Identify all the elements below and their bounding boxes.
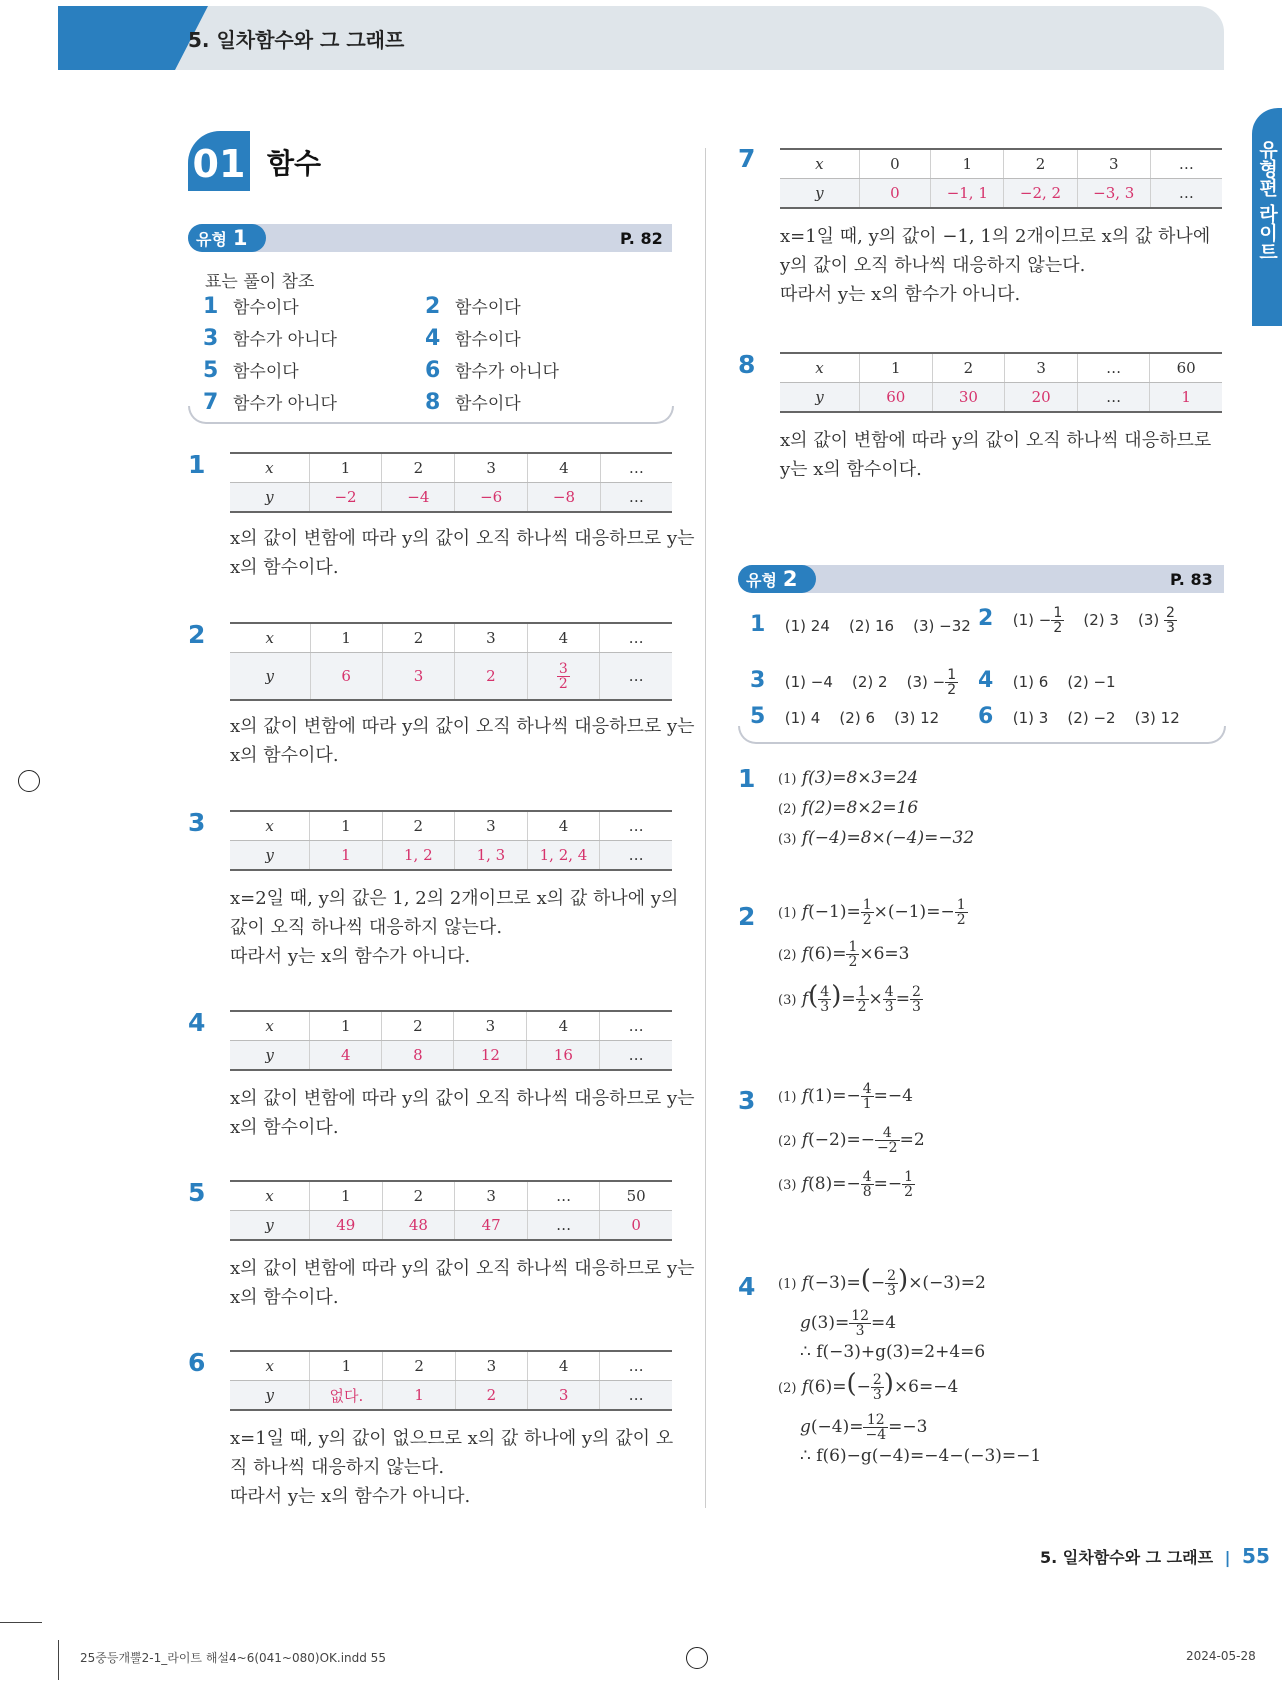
value-table (230, 622, 672, 701)
table-cell: −2 (309, 483, 382, 513)
table-cell: … (600, 1011, 672, 1041)
answer-text: 함수가 아니다 (233, 394, 337, 414)
answer-part: (2) −1 (1067, 673, 1116, 691)
table-cell: 1, 3 (455, 841, 528, 871)
table-cell: 2 (382, 623, 454, 653)
table-cell: 1 (309, 1181, 382, 1211)
solution-line: ∴ f(6)−g(−4)=−4−(−3)=−1 (800, 1446, 1042, 1466)
row-header: x (230, 1181, 309, 1211)
solution-1: (1) f(3)=8×3=24 (2) f(2)=8×2=16 (3) f(−4)=8×(−4)=−32 (778, 768, 975, 848)
explanation-line: y는 x의 함수이다. (780, 459, 922, 480)
value-table (230, 452, 672, 513)
explanation-line: y의 값이 오직 하나씩 대응하지 않는다. (780, 255, 1086, 276)
answer-part: (3) −32 (913, 617, 971, 635)
explanation-line: 따라서 y는 x의 함수가 아니다. (780, 284, 1021, 305)
file-name: 25중등개뿔2-1_라이트 해설4~6(041~080)OK.indd 55 (80, 1651, 386, 1665)
answer-number: 2 (425, 294, 441, 319)
page-number: 55 (1242, 1544, 1270, 1568)
print-date: 2024-05-28 (1186, 1649, 1256, 1663)
table-row (230, 1041, 672, 1071)
table-cell: … (600, 1351, 672, 1381)
type1-answer-item (203, 293, 425, 319)
table-cell: 1 (310, 841, 382, 871)
table-cell: 4 (310, 1041, 382, 1071)
answer-part: (1) − (1012, 611, 1052, 629)
explanation-line: x의 값이 변함에 따라 y의 값이 오직 하나씩 대응하므로 y는 (230, 1088, 695, 1109)
answer-text: 함수이다 (455, 330, 521, 350)
row-header: y (780, 179, 859, 209)
table-cell: 0 (859, 149, 931, 179)
explanation-line: x=1일 때, y의 값이 없으므로 x의 값 하나에 y의 값이 오 (230, 1428, 674, 1449)
solution-4: (1) f(−3)=(− $\frac{2}{3}$ )×(−3)=2 g(3)= $\frac{12}{3}$ =4 ∴ f(−3)+g(3)=2+4=6 (2) f(6)=(− $\frac{2}{3}$ )×6=−4 g(−4)= $\frac{12}{-4}$ =−3 ∴ f(6)−g(−4)=−4−(−3)=−1 (778, 1266, 1041, 1470)
table-cell: −1, 1 (931, 179, 1004, 209)
table-row (230, 1211, 672, 1241)
table-cell: 49 (309, 1211, 382, 1241)
table-cell: 1 (310, 1011, 382, 1041)
answer-number: 1 (750, 612, 766, 637)
table-row (230, 1181, 672, 1211)
table-cell: … (600, 453, 672, 483)
side-tab-label: 유형편 라이트 (1256, 140, 1278, 261)
explanation-line: x의 값이 변함에 따라 y의 값이 오직 하나씩 대응하므로 y는 (230, 716, 695, 737)
explanation (230, 1084, 695, 1142)
fraction: $\frac{3}{2}$ (558, 660, 568, 692)
table-cell (527, 653, 600, 701)
solution-line: ∴ f(−3)+g(3)=2+4=6 (800, 1342, 986, 1362)
table-row (780, 149, 1222, 179)
answer-part: (2) −2 (1067, 709, 1116, 727)
chapter-title: 5. 일차함수와 그 그래프 (188, 28, 405, 52)
row-header: x (230, 1351, 310, 1381)
row-header: y (230, 483, 309, 513)
solution-line: f(−4)=8×(−4)=−32 (801, 828, 975, 848)
table-cell: 20 (1005, 383, 1078, 413)
table-cell: 3 (382, 653, 454, 701)
section-title: 함수 (267, 147, 322, 180)
table-cell: … (527, 1211, 599, 1241)
answer-row-4 (978, 668, 1116, 693)
explanation-line: x의 함수이다. (230, 1117, 339, 1138)
table-row (230, 1351, 672, 1381)
problem-number: 4 (188, 1008, 206, 1037)
answer-part: (1) 3 (1012, 709, 1049, 727)
solution-number: 1 (738, 764, 756, 793)
answer-number: 5 (203, 358, 219, 383)
type1-answer-item (203, 357, 425, 383)
row-header: x (230, 623, 310, 653)
answer-part: (2) 2 (852, 673, 888, 691)
row-header: y (230, 1381, 310, 1411)
table-cell: 3 (455, 623, 527, 653)
row-header: x (780, 353, 859, 383)
answer-text: 함수이다 (233, 298, 299, 318)
table-cell: 1, 2, 4 (527, 841, 600, 871)
row-header: y (230, 653, 310, 701)
explanation-line: 따라서 y는 x의 함수가 아니다. (230, 1486, 471, 1507)
table-row (230, 841, 672, 871)
value-table (230, 1350, 672, 1411)
value-table (230, 1010, 672, 1071)
solution-number: 2 (738, 902, 756, 931)
table-cell: −3, 3 (1077, 179, 1150, 209)
table-cell: −4 (382, 483, 455, 513)
table-cell: 60 (1150, 353, 1222, 383)
value-table (230, 1180, 672, 1241)
column-divider (705, 148, 706, 1508)
table-cell: 4 (527, 1011, 600, 1041)
fraction: $\frac{2}{3}$ (1166, 605, 1175, 636)
row-header: x (780, 149, 859, 179)
answer-number: 7 (203, 390, 219, 415)
explanation (230, 712, 695, 770)
table-cell: … (1077, 353, 1149, 383)
solution-number: 4 (738, 1272, 756, 1301)
explanation-line: 따라서 y는 x의 함수가 아니다. (230, 946, 471, 967)
table-cell: 2 (455, 653, 527, 701)
type2-page-ref: P. 83 (1170, 570, 1213, 589)
table-cell: 0 (859, 179, 931, 209)
table-cell: 3 (455, 1351, 527, 1381)
type1-box-bottom (188, 406, 674, 424)
answer-number: 2 (978, 606, 994, 631)
answer-part: (3) 12 (894, 709, 940, 727)
table-cell: 3 (455, 1181, 528, 1211)
answer-part: (2) 3 (1083, 611, 1119, 629)
table-cell: −6 (455, 483, 528, 513)
table-cell: … (600, 483, 672, 513)
crop-mark (0, 1622, 42, 1623)
type1-answer-grid (203, 293, 643, 415)
explanation (230, 884, 679, 971)
type1-page-ref: P. 82 (620, 229, 663, 248)
problem-number: 7 (738, 144, 756, 173)
table-cell: … (1077, 383, 1149, 413)
solution-3: (1) f(1)=− $\frac{4}{1}$ =−4 (2) f(−2)=− $\frac{4}{-2}$ =2 (3) f(8)=− $\frac{4}{8}$ =− $\frac{1}{2}$ (778, 1081, 925, 1200)
row-header: y (230, 841, 310, 871)
table-cell: … (1150, 149, 1222, 179)
table-cell: 3 (455, 453, 528, 483)
row-header: y (780, 383, 859, 413)
type1-number: 1 (232, 226, 248, 250)
table-cell: 2 (382, 453, 455, 483)
table-cell: 1 (931, 149, 1004, 179)
table-row (780, 179, 1222, 209)
value-table (230, 810, 672, 871)
type2-box-bottom (738, 726, 1226, 744)
answer-part: (1) −4 (784, 673, 833, 691)
answer-part: (3) 12 (1134, 709, 1180, 727)
table-cell: 50 (600, 1181, 672, 1211)
explanation-line: x의 값이 변함에 따라 y의 값이 오직 하나씩 대응하므로 y는 (230, 1258, 695, 1279)
row-header: x (230, 1011, 310, 1041)
explanation-line: x의 값이 변함에 따라 y의 값이 오직 하나씩 대응하므로 (780, 430, 1212, 451)
type1-answer-item (425, 293, 647, 319)
table-row (780, 383, 1222, 413)
explanation-line: x의 함수이다. (230, 557, 339, 578)
answer-text: 함수가 아니다 (233, 330, 337, 350)
table-cell: 4 (527, 811, 600, 841)
explanation-line: 값이 오직 하나씩 대응하지 않는다. (230, 917, 503, 938)
table-cell: 47 (455, 1211, 528, 1241)
answer-part: (3) − (906, 673, 946, 691)
row-header: y (230, 1211, 309, 1241)
footer-chapter: 5. 일차함수와 그 그래프 | 55 (1040, 1544, 1270, 1568)
table-cell: −8 (528, 483, 601, 513)
table-cell: 4 (527, 1351, 599, 1381)
footer-chapter-text: 5. 일차함수와 그 그래프 (1040, 1548, 1214, 1567)
table-cell: 4 (527, 623, 600, 653)
table-cell: 16 (527, 1041, 600, 1071)
problem-number: 3 (188, 808, 206, 837)
value-table (780, 352, 1222, 413)
table-cell: 48 (382, 1211, 455, 1241)
table-row (230, 653, 672, 701)
explanation (780, 222, 1222, 309)
answer-number: 3 (750, 668, 766, 693)
fraction: $\frac{1}{2}$ (1053, 605, 1063, 636)
explanation (230, 524, 695, 582)
type1-answer-item (425, 325, 647, 351)
row-header: x (230, 453, 309, 483)
explanation-line: x의 함수이다. (230, 745, 339, 766)
table-row (230, 623, 672, 653)
table-cell: 2 (383, 1351, 455, 1381)
table-cell: 3 (455, 811, 528, 841)
table-cell: 1 (383, 1381, 455, 1411)
explanation-line: x=1일 때, y의 값이 −1, 1의 2개이므로 x의 값 하나에 (780, 226, 1211, 247)
table-cell: 12 (454, 1041, 527, 1071)
table-cell: … (600, 811, 672, 841)
explanation (780, 426, 1222, 484)
row-header: x (230, 811, 310, 841)
type2-badge (738, 565, 816, 593)
explanation-line: x의 값이 변함에 따라 y의 값이 오직 하나씩 대응하므로 y는 (230, 528, 695, 549)
explanation (230, 1424, 672, 1511)
type2-number: 2 (782, 567, 798, 591)
table-cell: 6 (310, 653, 382, 701)
table-cell: … (600, 1381, 672, 1411)
answer-number: 5 (750, 704, 766, 729)
type1-label: 유형 (196, 230, 227, 249)
header-accent (58, 6, 208, 70)
table-cell: 2 (382, 1181, 455, 1211)
answer-text: 함수이다 (455, 298, 521, 318)
answer-part: (1) 6 (1012, 673, 1049, 691)
explanation-line: x의 함수이다. (230, 1287, 339, 1308)
table-cell: 4 (528, 453, 601, 483)
registration-mark (686, 1647, 708, 1669)
table-cell: 30 (932, 383, 1005, 413)
table-cell: … (600, 841, 672, 871)
answer-number: 1 (203, 294, 219, 319)
summary-note: 표는 풀이 참조 (205, 272, 315, 292)
table-cell: 8 (382, 1041, 454, 1071)
answer-part: (2) 16 (848, 617, 895, 635)
table-cell: 2 (932, 353, 1005, 383)
table-cell: 60 (859, 383, 932, 413)
answer-part: (3) (1138, 611, 1160, 629)
table-cell: … (600, 653, 672, 701)
explanation-line: x=2일 때, y의 값은 1, 2의 2개이므로 x의 값 하나에 y의 (230, 888, 679, 909)
answer-text: 함수이다 (455, 394, 521, 414)
table-cell: 0 (600, 1211, 672, 1241)
table-cell: … (600, 623, 672, 653)
answer-number: 6 (978, 704, 994, 729)
problem-number: 8 (738, 350, 756, 379)
answer-part: (2) 6 (839, 709, 875, 727)
table-cell: 3 (527, 1381, 599, 1411)
table-row (230, 483, 672, 513)
table-cell: −2, 2 (1004, 179, 1077, 209)
answer-text: 함수이다 (233, 362, 299, 382)
table-row (230, 1011, 672, 1041)
table-row (230, 811, 672, 841)
table-cell: 2 (455, 1381, 527, 1411)
answer-row-3 (750, 668, 958, 697)
table-cell: 1 (310, 623, 382, 653)
table-cell: 2 (382, 811, 455, 841)
answer-part: (1) 24 (784, 617, 830, 635)
table-cell: 1 (1150, 383, 1222, 413)
table-cell: 없다. (310, 1381, 383, 1411)
answer-row-2 (978, 606, 1177, 635)
solution-line: f(2)=8×2=16 (801, 798, 919, 818)
solution-line: f(3)=8×3=24 (801, 768, 919, 788)
answer-row-1 (750, 612, 971, 637)
problem-number: 1 (188, 450, 206, 479)
table-row (780, 353, 1222, 383)
solution-2: (1) f(−1)= $\frac{1}{2}$ ×(−1)=− $\frac{1}{2}$ (2) f(6)= $\frac{1}{2}$ ×6=3 (3) f( $\frac{4}{3}$ )= $\frac{1}{2}$ × $\frac{4}{3}$ = $\frac{2}{3}$ (778, 897, 966, 1015)
table-row (230, 453, 672, 483)
section-number: 01 (188, 131, 250, 191)
table-cell: 1 (309, 453, 382, 483)
answer-number: 6 (425, 358, 441, 383)
table-cell: 3 (1005, 353, 1078, 383)
table-cell: … (600, 1041, 672, 1071)
table-cell: … (527, 1181, 599, 1211)
fraction: $\frac{1}{2}$ (947, 667, 957, 698)
type1-answer-item (203, 325, 425, 351)
row-header: y (230, 1041, 310, 1071)
table-row (230, 1381, 672, 1411)
table-cell: 1 (310, 1351, 383, 1381)
type1-answer-item (425, 357, 647, 383)
registration-mark (18, 770, 40, 792)
problem-number: 5 (188, 1178, 206, 1207)
answer-number: 8 (425, 390, 441, 415)
answer-number: 4 (978, 668, 994, 693)
table-cell: 1 (859, 353, 932, 383)
type1-badge (188, 224, 266, 252)
type2-label: 유형 (746, 571, 777, 590)
explanation (230, 1254, 695, 1312)
solution-number: 3 (738, 1086, 756, 1115)
table-cell: 3 (1077, 149, 1150, 179)
value-table (780, 148, 1222, 209)
problem-number: 2 (188, 620, 206, 649)
table-cell: … (1150, 179, 1222, 209)
problem-number: 6 (188, 1348, 206, 1377)
answer-part: (1) 4 (784, 709, 821, 727)
answer-text: 함수가 아니다 (455, 362, 559, 382)
answer-number: 3 (203, 326, 219, 351)
table-cell: 3 (454, 1011, 527, 1041)
table-cell: 1, 2 (382, 841, 455, 871)
explanation-line: 직 하나씩 대응하지 않는다. (230, 1457, 445, 1478)
crop-mark (58, 1640, 59, 1680)
answer-number: 4 (425, 326, 441, 351)
table-cell: 2 (1004, 149, 1077, 179)
table-cell: 1 (310, 811, 382, 841)
table-cell: 2 (382, 1011, 454, 1041)
